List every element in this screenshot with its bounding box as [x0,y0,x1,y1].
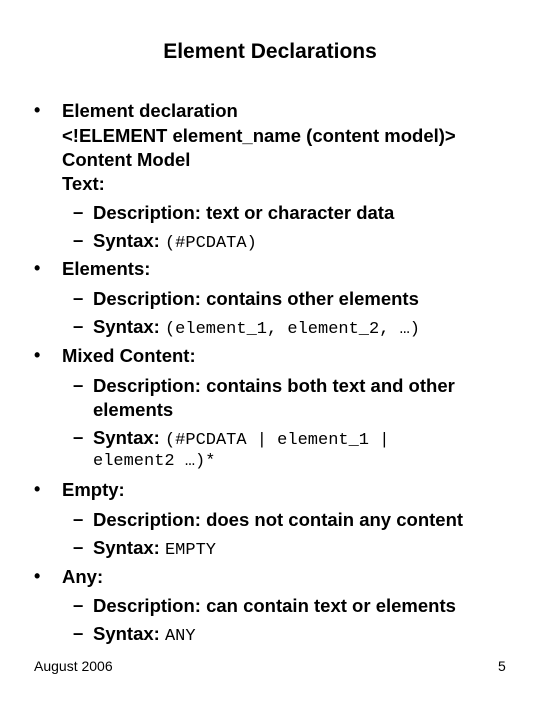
footer-date: August 2006 [34,658,113,674]
bullet: • [34,100,41,120]
syntax-code-continuation: element2 …)* [93,452,216,471]
description-line [93,287,419,311]
syntax-line [93,315,420,342]
bullet: • [34,258,41,278]
syntax-code: (#PCDATA) [164,234,257,253]
description-text: does not contain any content [206,509,464,530]
syntax-label: Syntax: [93,537,160,558]
section-heading: Empty: [62,479,125,500]
syntax-label: Syntax: [93,623,160,644]
section-heading: Element declaration [62,100,238,121]
dash: – [73,622,84,643]
syntax-code: ANY [164,627,196,646]
element-syntax-line: <!ELEMENT element_name (content model)> [62,125,456,146]
syntax-label: Syntax: [93,316,160,337]
bullet: • [34,479,41,499]
description-text: contains both text and other [206,375,455,396]
dash: – [73,229,84,250]
description-label: Description: [93,375,201,396]
section-heading: Any: [62,566,104,587]
dash: – [73,426,84,447]
dash: – [73,536,84,557]
section-heading: Elements: [62,258,151,279]
bullet: • [34,345,41,365]
syntax-label: Syntax: [93,427,160,448]
dash: – [73,287,84,308]
dash: – [73,508,84,529]
syntax-line [93,622,196,649]
description-text: contains other elements [206,288,419,309]
description-label: Description: [93,202,201,223]
page-number: 5 [498,658,506,674]
slide-title: Element Declarations [163,40,377,63]
dash: – [73,315,84,336]
description-label: Description: [93,509,201,530]
section-heading: Mixed Content: [62,345,196,366]
text-line: Text: [62,173,105,194]
description-continuation: elements [93,399,174,420]
dash: – [73,201,84,222]
description-label: Description: [93,595,201,616]
dash: – [73,594,84,615]
syntax-line [93,229,257,256]
description-label: Description: [93,288,201,309]
description-line [93,508,463,532]
syntax-label: Syntax: [93,230,160,251]
content-model-line: Content Model [62,149,191,170]
syntax-line [93,536,216,563]
description-line [93,201,394,225]
bullet: • [34,566,41,586]
syntax-code: (#PCDATA | element_1 | [164,431,390,450]
dash: – [73,374,84,395]
description-line [93,594,456,618]
description-line [93,374,455,398]
description-text: text or character data [206,202,395,223]
description-text: can contain text or elements [206,595,456,616]
syntax-line [93,426,389,453]
syntax-code: EMPTY [164,541,216,560]
syntax-code: (element_1, element_2, …) [164,320,421,339]
